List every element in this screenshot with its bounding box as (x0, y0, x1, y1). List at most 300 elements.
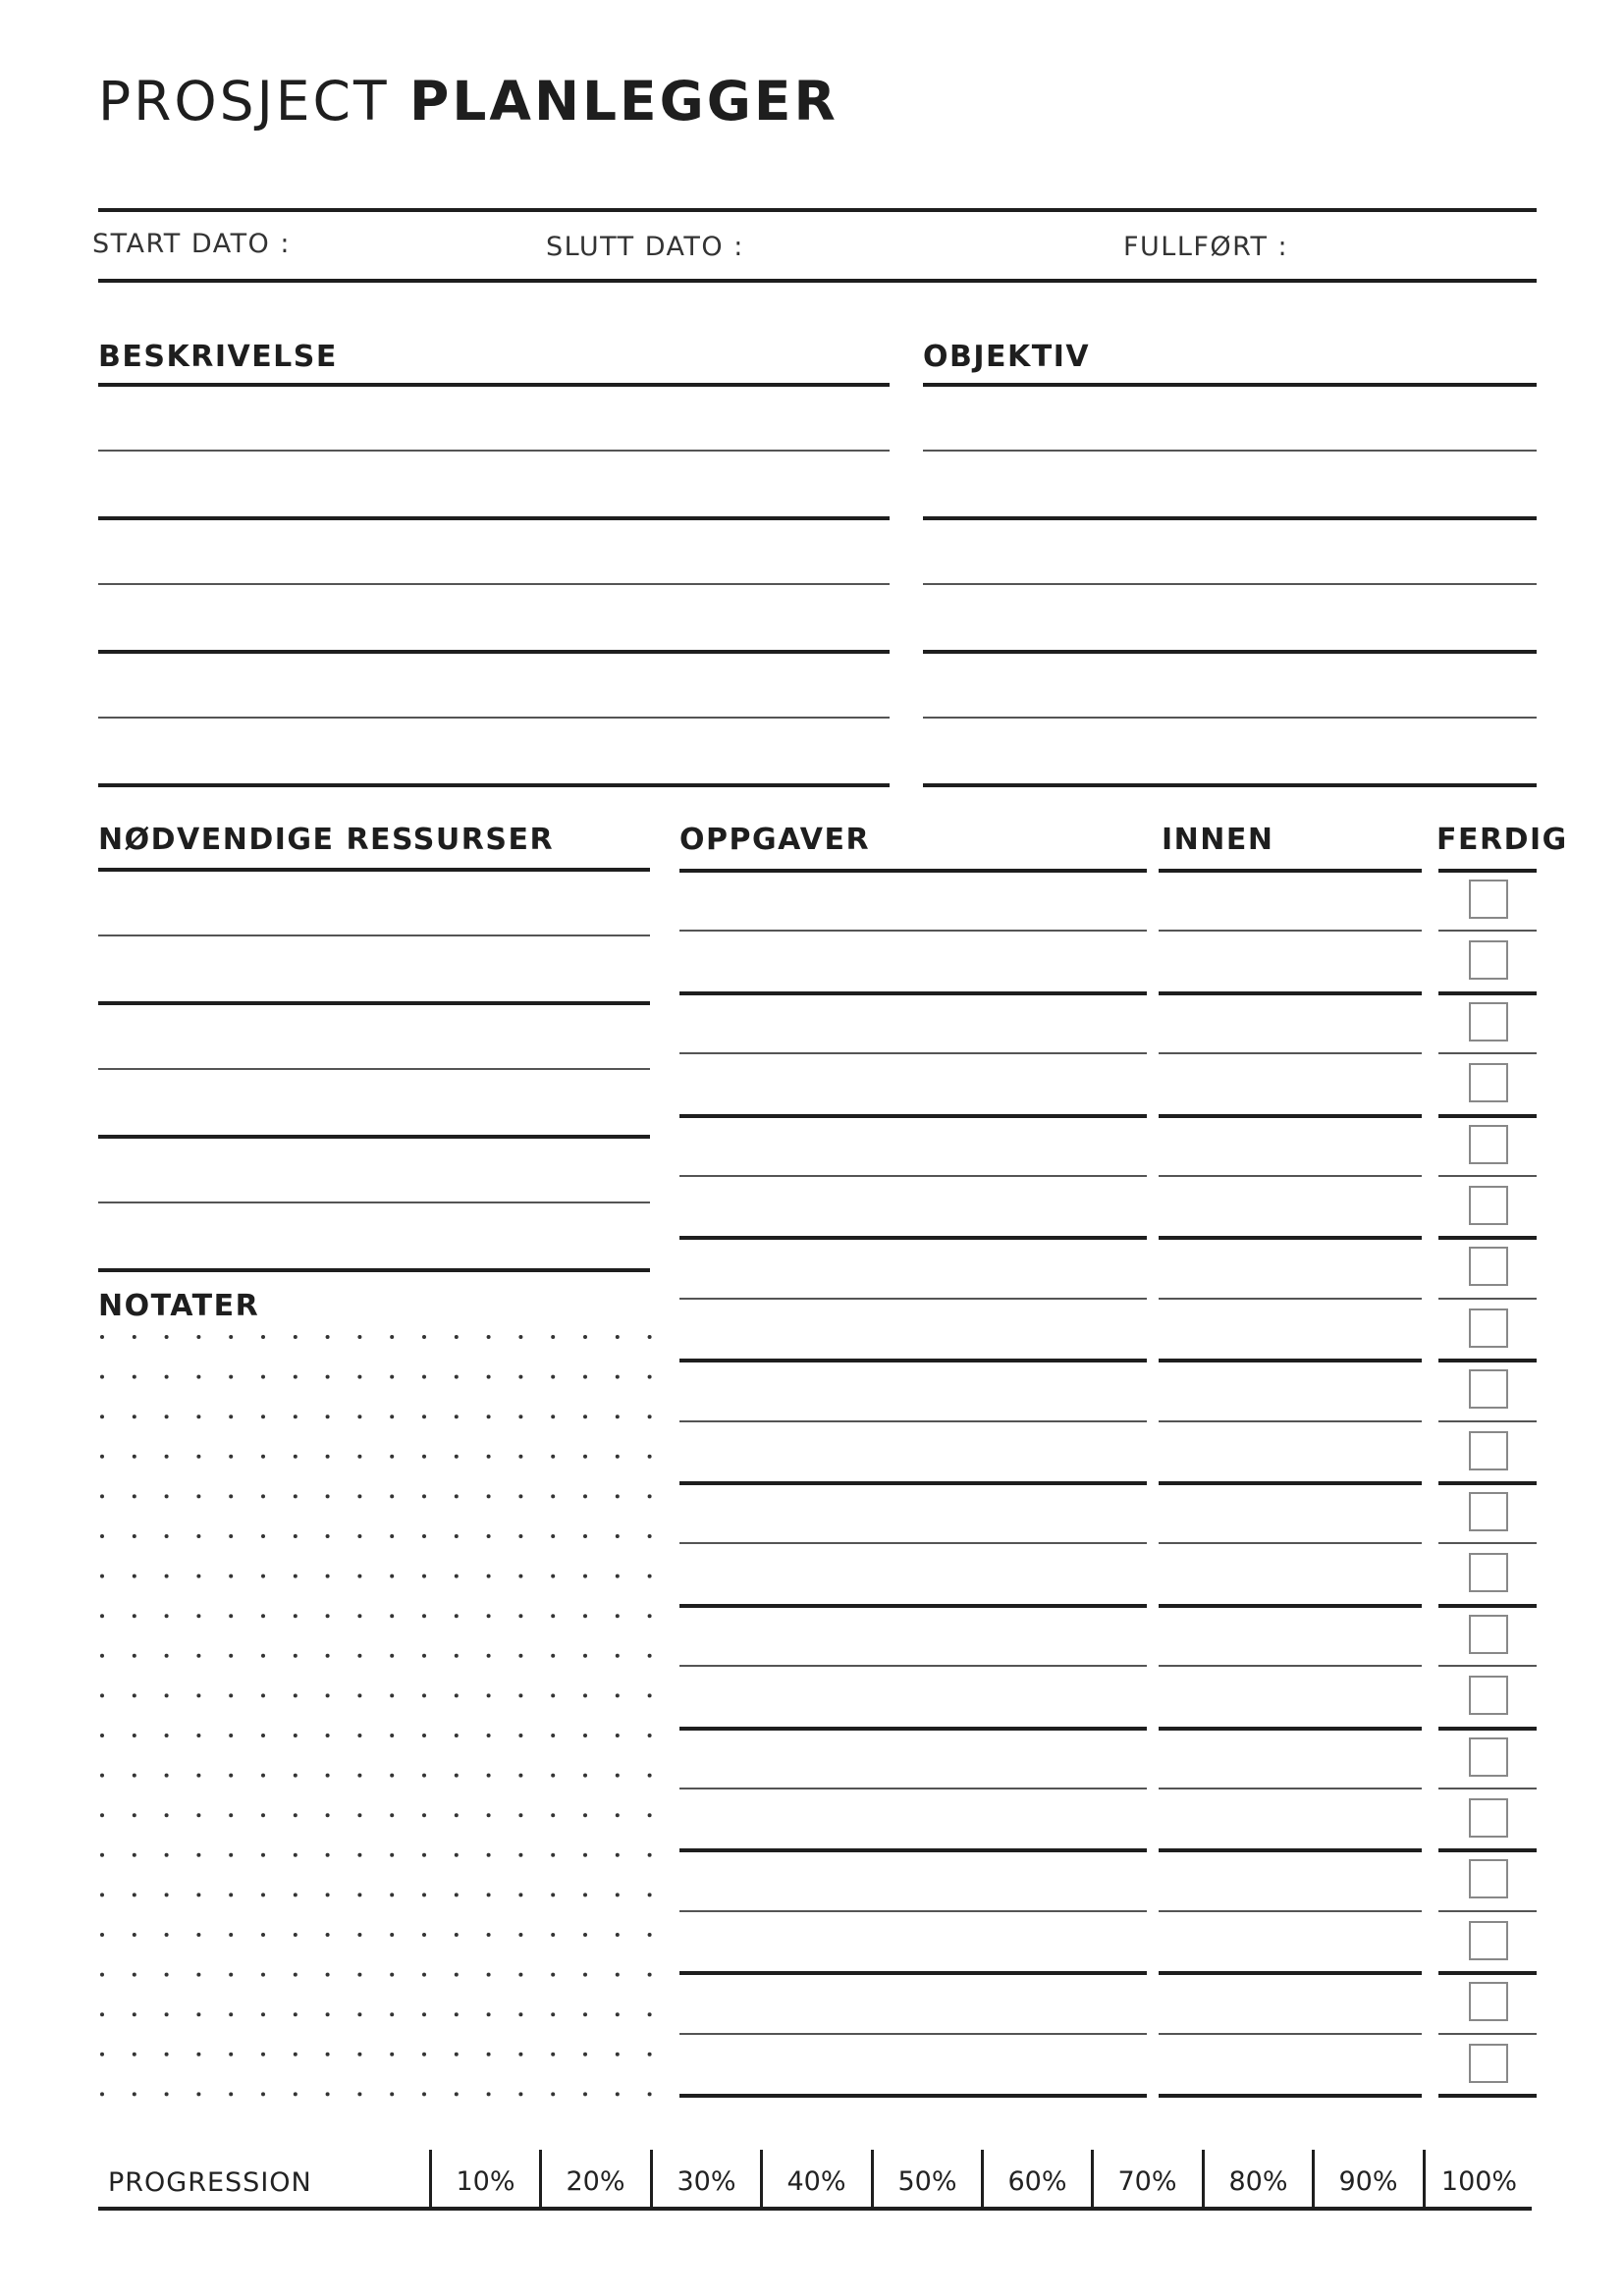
description-line[interactable] (98, 650, 890, 654)
task-line[interactable] (679, 1788, 1147, 1789)
objective-line[interactable] (923, 783, 1537, 787)
notes-dot (294, 1693, 298, 1697)
notes-dot (455, 1933, 459, 1937)
finished-line[interactable] (1438, 1971, 1537, 1975)
progression-step[interactable]: 80% (1228, 2166, 1288, 2197)
notes-dot (551, 1415, 555, 1418)
progression-step[interactable]: 40% (786, 2166, 846, 2197)
notes-dot (196, 2012, 200, 2016)
due-line[interactable] (1159, 1971, 1422, 1975)
finished-checkbox[interactable] (1469, 1125, 1508, 1164)
notes-dot (422, 1693, 426, 1697)
notes-dot (518, 1415, 522, 1418)
notes-dot (261, 1494, 265, 1498)
notes-dot (583, 1853, 587, 1857)
notes-dot (100, 1575, 104, 1578)
finished-line[interactable] (1438, 1175, 1537, 1177)
notes-dot (261, 1654, 265, 1658)
date-row-top-rule (98, 208, 1537, 212)
notes-dot (551, 1575, 555, 1578)
notes-dot (229, 1893, 233, 1896)
notes-dot (648, 1893, 652, 1896)
notes-dot (294, 2092, 298, 2096)
due-line[interactable] (1159, 1727, 1422, 1731)
notes-dot (422, 1813, 426, 1817)
notes-dot (229, 2053, 233, 2056)
notes-dot (100, 1853, 104, 1857)
notes-dot (583, 1933, 587, 1937)
finished-line[interactable] (1438, 1788, 1537, 1789)
notes-dot (616, 1774, 620, 1778)
resource-line[interactable] (98, 868, 650, 872)
notes-dot (648, 2053, 652, 2056)
notes-dot (648, 1693, 652, 1697)
progression-step[interactable]: 30% (677, 2166, 736, 2197)
notes-dot (100, 2012, 104, 2016)
finished-checkbox[interactable] (1469, 1186, 1508, 1225)
notes-dot (100, 1534, 104, 1538)
notes-dot (390, 1614, 394, 1618)
notes-dot (229, 1813, 233, 1817)
finished-heading: FERDIG (1436, 823, 1568, 857)
notes-dot (390, 1575, 394, 1578)
resource-line[interactable] (98, 1135, 650, 1139)
notes-dot (196, 1534, 200, 1538)
finished-line[interactable] (1438, 1114, 1537, 1118)
notes-dot (165, 1494, 169, 1498)
notes-dot (294, 1973, 298, 1977)
notes-dot (455, 2012, 459, 2016)
finished-line[interactable] (1438, 1420, 1537, 1422)
notes-dot (487, 1693, 491, 1697)
notes-dot (390, 1375, 394, 1379)
notes-dot (518, 2092, 522, 2096)
notes-dot (261, 1534, 265, 1538)
objective-line[interactable] (923, 650, 1537, 654)
due-line[interactable] (1159, 1910, 1422, 1912)
due-line[interactable] (1159, 1175, 1422, 1177)
notes-dot (518, 1654, 522, 1658)
finished-checkbox[interactable] (1469, 1369, 1508, 1409)
due-line[interactable] (1159, 930, 1422, 932)
notes-dot (390, 1335, 394, 1339)
notes-dot (100, 1654, 104, 1658)
notes-dot (422, 1534, 426, 1538)
notes-dot (261, 1973, 265, 1977)
notes-dot (487, 1614, 491, 1618)
notes-dot (390, 1494, 394, 1498)
due-line[interactable] (1159, 1236, 1422, 1240)
notes-dot (455, 1734, 459, 1737)
finished-checkbox[interactable] (1469, 1063, 1508, 1102)
notes-dot (616, 1893, 620, 1896)
notes-dot (551, 1494, 555, 1498)
task-line[interactable] (679, 1359, 1147, 1362)
notes-dot (390, 1853, 394, 1857)
notes-dot (422, 1614, 426, 1618)
progression-step[interactable]: 70% (1117, 2166, 1177, 2197)
finished-checkbox[interactable] (1469, 1737, 1508, 1777)
notes-dot (551, 1933, 555, 1937)
notes-dot (583, 2092, 587, 2096)
due-line[interactable] (1159, 1359, 1422, 1362)
notes-dot (326, 1853, 330, 1857)
notes-dot (229, 1575, 233, 1578)
description-line[interactable] (98, 583, 890, 585)
notes-dot (196, 1614, 200, 1618)
notes-dot (196, 2092, 200, 2096)
notes-dot (229, 2092, 233, 2096)
notes-dot (422, 2053, 426, 2056)
notes-dot (100, 2092, 104, 2096)
notes-dot (196, 1375, 200, 1379)
finished-checkbox[interactable] (1469, 1002, 1508, 1041)
finished-line[interactable] (1438, 930, 1537, 932)
notes-dot (551, 2092, 555, 2096)
notes-dot (648, 1335, 652, 1339)
finished-line[interactable] (1438, 869, 1537, 873)
notes-dot (229, 1933, 233, 1937)
notes-dot (487, 2092, 491, 2096)
notes-dot (196, 1853, 200, 1857)
notes-dot (487, 1813, 491, 1817)
finished-line[interactable] (1438, 1481, 1537, 1485)
progression-step[interactable]: 10% (456, 2166, 515, 2197)
notes-dot (133, 1375, 136, 1379)
notes-dot (551, 2053, 555, 2056)
start-date-label: START DATO : (92, 229, 291, 259)
task-line[interactable] (679, 1481, 1147, 1485)
notes-dot (196, 1455, 200, 1459)
notes-dot (455, 1973, 459, 1977)
finished-checkbox[interactable] (1469, 2044, 1508, 2083)
notes-dot (518, 1853, 522, 1857)
notes-dot (616, 1575, 620, 1578)
finished-line[interactable] (1438, 1052, 1537, 1054)
finished-checkbox[interactable] (1469, 1676, 1508, 1715)
notes-dot (422, 1494, 426, 1498)
notes-dot (196, 1335, 200, 1339)
notes-dot (583, 1813, 587, 1817)
due-line[interactable] (1159, 1542, 1422, 1544)
notes-dot (487, 2012, 491, 2016)
progression-step[interactable]: 100% (1440, 2166, 1518, 2197)
notes-dot (616, 1973, 620, 1977)
task-line[interactable] (679, 1420, 1147, 1422)
notes-dot (133, 1693, 136, 1697)
notes-dot (326, 1415, 330, 1418)
progression-step[interactable]: 20% (566, 2166, 625, 2197)
due-line[interactable] (1159, 1481, 1422, 1485)
description-line[interactable] (98, 383, 890, 387)
task-line[interactable] (679, 1114, 1147, 1118)
notes-dot (261, 2053, 265, 2056)
objective-line[interactable] (923, 383, 1537, 387)
notes-dot (357, 1494, 361, 1498)
finished-line[interactable] (1438, 1298, 1537, 1300)
notes-dot (518, 1335, 522, 1339)
resource-line[interactable] (98, 934, 650, 936)
notes-dot (616, 1534, 620, 1538)
notes-dot (326, 1455, 330, 1459)
notes-dot (294, 1415, 298, 1418)
description-line[interactable] (98, 783, 890, 787)
notes-dot (487, 1893, 491, 1896)
notes-dot (165, 1813, 169, 1817)
notes-dot (455, 2053, 459, 2056)
notes-dot (455, 1534, 459, 1538)
notes-dot (422, 1853, 426, 1857)
notes-dot (326, 1973, 330, 1977)
finished-checkbox[interactable] (1469, 1492, 1508, 1531)
tasks-heading: OPPGAVER (679, 823, 871, 857)
notes-dot (487, 1973, 491, 1977)
title-bold: PLANLEGGER (409, 70, 839, 133)
finished-line[interactable] (1438, 1848, 1537, 1852)
notes-dot (455, 2092, 459, 2096)
due-line[interactable] (1159, 1052, 1422, 1054)
notes-dot (326, 1693, 330, 1697)
notes-dot (165, 1614, 169, 1618)
notes-dot (357, 1415, 361, 1418)
description-line[interactable] (98, 450, 890, 452)
finished-line[interactable] (1438, 991, 1537, 995)
task-line[interactable] (679, 1848, 1147, 1852)
resources-heading: NØDVENDIGE RESSURSER (98, 823, 555, 857)
notes-dot-grid[interactable] (98, 1333, 658, 2109)
notes-dot (455, 1575, 459, 1578)
notes-dot (100, 1813, 104, 1817)
notes-dot (648, 2012, 652, 2016)
notes-dot (616, 1654, 620, 1658)
finished-checkbox[interactable] (1469, 1431, 1508, 1470)
notes-dot (487, 1933, 491, 1937)
progression-step[interactable]: 60% (1007, 2166, 1067, 2197)
resource-line[interactable] (98, 1068, 650, 1070)
progression-label: PROGRESSION (108, 2167, 312, 2198)
due-line[interactable] (1159, 991, 1422, 995)
notes-dot (133, 1893, 136, 1896)
due-line[interactable] (1159, 1665, 1422, 1667)
finished-checkbox[interactable] (1469, 1553, 1508, 1592)
notes-dot (455, 1494, 459, 1498)
end-date-label: SLUTT DATO : (546, 232, 744, 262)
notes-dot (326, 1614, 330, 1618)
notes-dot (422, 2012, 426, 2016)
notes-dot (390, 1893, 394, 1896)
notes-dot (229, 1973, 233, 1977)
due-line[interactable] (1159, 1298, 1422, 1300)
task-line[interactable] (679, 930, 1147, 932)
notes-dot (551, 1375, 555, 1379)
notes-dot (518, 1494, 522, 1498)
notes-dot (229, 1853, 233, 1857)
notes-dot (487, 1375, 491, 1379)
notes-dot (261, 1774, 265, 1778)
notes-dot (357, 1335, 361, 1339)
notes-dot (518, 1575, 522, 1578)
task-line[interactable] (679, 1298, 1147, 1300)
resource-line[interactable] (98, 1001, 650, 1005)
notes-dot (455, 1774, 459, 1778)
finished-line[interactable] (1438, 2094, 1537, 2098)
notes-dot (165, 1335, 169, 1339)
notes-dot (229, 2012, 233, 2016)
notes-dot (518, 1455, 522, 1459)
finished-line[interactable] (1438, 1236, 1537, 1240)
finished-line[interactable] (1438, 1727, 1537, 1731)
finished-checkbox[interactable] (1469, 1921, 1508, 1960)
notes-dot (357, 1575, 361, 1578)
finished-line[interactable] (1438, 2033, 1537, 2035)
finished-checkbox[interactable] (1469, 1859, 1508, 1898)
due-line[interactable] (1159, 1604, 1422, 1608)
objective-line[interactable] (923, 583, 1537, 585)
notes-dot (583, 1534, 587, 1538)
due-line[interactable] (1159, 2033, 1422, 2035)
notes-dot (261, 1734, 265, 1737)
notes-dot (165, 1693, 169, 1697)
notes-dot (616, 1415, 620, 1418)
notes-dot (390, 2092, 394, 2096)
finished-checkbox[interactable] (1469, 940, 1508, 980)
notes-dot (294, 1575, 298, 1578)
objective-line[interactable] (923, 516, 1537, 520)
notes-dot (551, 1893, 555, 1896)
notes-dot (133, 1455, 136, 1459)
notes-dot (422, 1973, 426, 1977)
finished-checkbox[interactable] (1469, 1615, 1508, 1654)
task-line[interactable] (679, 2094, 1147, 2098)
notes-dot (229, 1693, 233, 1697)
task-line[interactable] (679, 1665, 1147, 1667)
notes-dot (100, 1933, 104, 1937)
notes-dot (261, 1893, 265, 1896)
notes-dot (229, 1494, 233, 1498)
notes-dot (648, 1654, 652, 1658)
notes-dot (326, 2053, 330, 2056)
notes-dot (133, 2092, 136, 2096)
notes-dot (487, 1734, 491, 1737)
progression-step[interactable]: 50% (897, 2166, 957, 2197)
notes-dot (616, 1494, 620, 1498)
notes-dot (165, 1774, 169, 1778)
finished-checkbox[interactable] (1469, 1982, 1508, 2021)
objective-line[interactable] (923, 717, 1537, 719)
notes-dot (648, 1774, 652, 1778)
notes-dot (422, 1335, 426, 1339)
notes-dot (196, 1693, 200, 1697)
notes-dot (326, 1575, 330, 1578)
finished-checkbox[interactable] (1469, 1247, 1508, 1286)
notes-dot (422, 1654, 426, 1658)
notes-dot (294, 1813, 298, 1817)
notes-dot (390, 1415, 394, 1418)
notes-dot (261, 2092, 265, 2096)
notes-dot (422, 1933, 426, 1937)
notes-dot (583, 1614, 587, 1618)
finished-line[interactable] (1438, 1542, 1537, 1544)
notes-dot (294, 1534, 298, 1538)
task-line[interactable] (679, 1052, 1147, 1054)
due-line[interactable] (1159, 1848, 1422, 1852)
notes-dot (165, 2053, 169, 2056)
description-line[interactable] (98, 516, 890, 520)
notes-dot (455, 1813, 459, 1817)
notes-dot (357, 2092, 361, 2096)
due-line[interactable] (1159, 869, 1422, 873)
finished-checkbox[interactable] (1469, 1308, 1508, 1348)
notes-dot (518, 1774, 522, 1778)
resource-line[interactable] (98, 1268, 650, 1272)
notes-dot (165, 2012, 169, 2016)
task-line[interactable] (679, 1971, 1147, 1975)
notes-dot (487, 1534, 491, 1538)
notes-dot (616, 1335, 620, 1339)
notes-dot (648, 1534, 652, 1538)
page-title (98, 67, 839, 135)
notes-dot (100, 1734, 104, 1737)
finished-checkbox[interactable] (1469, 880, 1508, 919)
task-line[interactable] (679, 1542, 1147, 1544)
notes-dot (616, 2092, 620, 2096)
notes-dot (583, 1415, 587, 1418)
finished-line[interactable] (1438, 1604, 1537, 1608)
notes-dot (294, 1774, 298, 1778)
notes-dot (551, 1813, 555, 1817)
finished-line[interactable] (1438, 1359, 1537, 1362)
resource-line[interactable] (98, 1201, 650, 1203)
due-line[interactable] (1159, 1788, 1422, 1789)
objective-line[interactable] (923, 450, 1537, 452)
notes-dot (390, 1734, 394, 1737)
notes-dot (133, 1614, 136, 1618)
notes-dot (390, 1693, 394, 1697)
due-line[interactable] (1159, 1420, 1422, 1422)
finished-line[interactable] (1438, 1910, 1537, 1912)
notes-dot (390, 1813, 394, 1817)
task-line[interactable] (679, 1727, 1147, 1731)
finished-line[interactable] (1438, 1665, 1537, 1667)
description-line[interactable] (98, 717, 890, 719)
task-line[interactable] (679, 1604, 1147, 1608)
notes-dot (487, 1853, 491, 1857)
notes-dot (133, 1973, 136, 1977)
task-line[interactable] (679, 1236, 1147, 1240)
notes-dot (165, 1893, 169, 1896)
task-line[interactable] (679, 2033, 1147, 2035)
due-line[interactable] (1159, 1114, 1422, 1118)
task-line[interactable] (679, 1175, 1147, 1177)
finished-checkbox[interactable] (1469, 1798, 1508, 1838)
notes-dot (390, 1455, 394, 1459)
notes-dot (326, 1534, 330, 1538)
notes-dot (422, 1415, 426, 1418)
progression-step[interactable]: 90% (1338, 2166, 1398, 2197)
task-line[interactable] (679, 991, 1147, 995)
notes-dot (487, 2053, 491, 2056)
notes-dot (487, 1494, 491, 1498)
notes-dot (100, 1893, 104, 1896)
due-line[interactable] (1159, 2094, 1422, 2098)
completed-label: FULLFØRT : (1123, 232, 1289, 262)
notes-dot (390, 1973, 394, 1977)
notes-dot (455, 1853, 459, 1857)
notes-dot (551, 1654, 555, 1658)
task-line[interactable] (679, 1910, 1147, 1912)
notes-dot (133, 2053, 136, 2056)
task-line[interactable] (679, 869, 1147, 873)
